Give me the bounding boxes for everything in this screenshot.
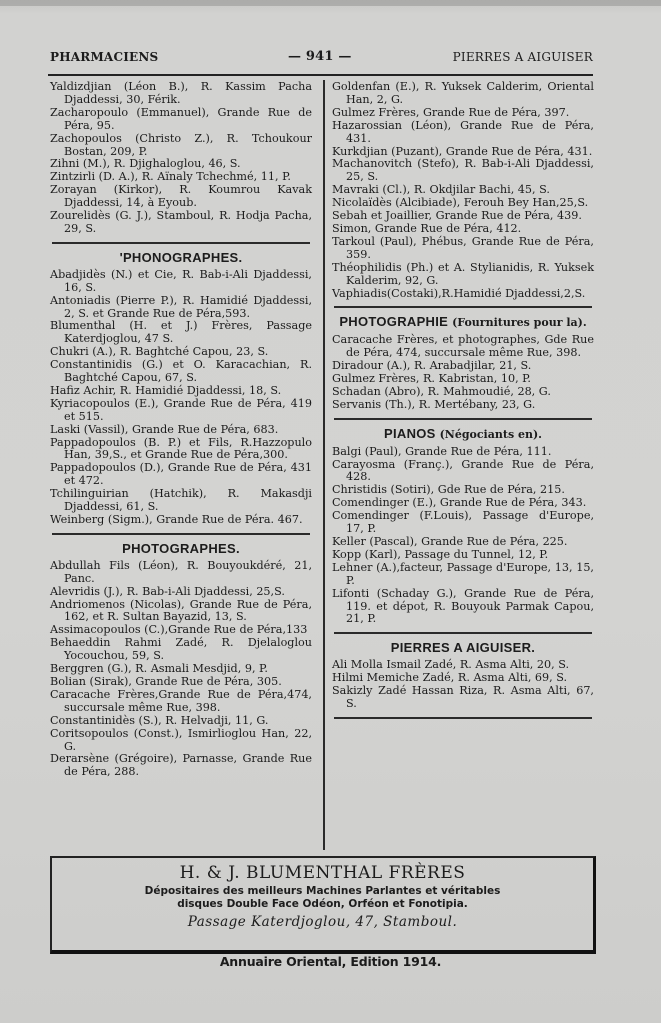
list-item: Antoniadis (Pierre P.), R. Hamidié Djaddessi, 2, S. et Grande Rue de Péra,593. (50, 293, 312, 320)
list-item: Nicolaïdès (Alcibiade), Ferouh Bey Han,25,S. (332, 196, 589, 210)
right-column (332, 81, 594, 725)
section-title-sub: (Fournitures pour la). (452, 316, 587, 330)
column-divider (323, 80, 325, 850)
advertisement-description-line: Dépositaires des meilleurs Machines Parlantes et véritables (144, 885, 501, 897)
section-rule (334, 717, 592, 719)
list-item: Constantinidès (S.), R. Helvadji, 11, G. (50, 713, 269, 727)
list-item: Hazarossian (Léon), Grande Rue de Péra, 431. (332, 118, 594, 145)
list-item: Caracache Frères,Grande Rue de Péra,474, succursale même Rue, 398. (50, 687, 312, 714)
list-item: Berggren (G.), R. Asmali Mesdjid, 9, P. (50, 662, 268, 676)
list-item: Lifonti (Schaday G.), Grande Rue de Péra, 119. et dépot, R. Bouyouk Parmak Capou, 21, P. (332, 586, 594, 626)
list-item: Bolian (Sirak), Grande Rue de Péra, 305. (50, 674, 282, 688)
list-item: Tarkoul (Paul), Phébus, Grande Rue de Péra, 359. (332, 234, 594, 261)
list-item: Gulmez Frères, Grande Rue de Péra, 397. (332, 105, 570, 119)
list-item: Kyriacopoulos (E.), Grande Rue de Péra, 419 et 515. (50, 396, 312, 423)
list-item: Kopp (Karl), Passage du Tunnel, 12, P. (332, 547, 549, 561)
list-item: Pappadopoulos (B. P.) et Fils, R.Hazzopulo Han, 39,S., et Grande Rue de Péra,300. (50, 435, 312, 462)
list-item: Schadan (Abro), R. Mahmoudié, 28, G. (332, 384, 551, 398)
pharmaciens-continued (50, 81, 312, 236)
advertisement-description (52, 885, 593, 911)
list-item: Pappadopoulos (D.), Grande Rue de Péra, 431 et 472. (50, 461, 312, 488)
list-item: Laski (Vassil), Grande Rue de Péra, 683. (50, 422, 279, 436)
list-item: Tchilinguirian (Hatchik), R. Makasdji Djaddessi, 61, S. (50, 487, 312, 514)
section-pierres-a-aiguiser (332, 642, 594, 711)
list-item: Constantinidis (G.) et O. Karacachian, R. Baghtché Capou, 67, S. (50, 358, 312, 385)
list-item: Hafiz Achir, R. Hamidié Djaddessi, 18, S. (50, 383, 282, 397)
header-right-section: PIERRES A AIGUISER (452, 50, 593, 64)
list-item: Alevridis (J.), R. Bab-i-Ali Djaddessi, 25,S. (50, 584, 285, 598)
list-item: Assimacopoulos (C.),Grande Rue de Péra,133 (50, 623, 308, 637)
list-item: Zacharopoulo (Emmanuel), Grande Rue de Péra, 95. (50, 105, 312, 132)
list-item: Comendinger (F.Louis), Passage d'Europe, 17, P. (332, 509, 594, 536)
section-rule (52, 242, 310, 244)
scan-edge-shadow (0, 0, 661, 6)
list-item: Behaeddin Rahmi Zadé, R. Djelaloglou Yocouchou, 59, S. (50, 636, 312, 663)
list-item: Christidis (Sotiri), Gde Rue de Péra, 215. (332, 483, 565, 497)
list-item: Balgi (Paul), Grande Rue de Péra, 111. (332, 444, 552, 458)
list-item: Machanovitch (Stefo), R. Bab-i-Ali Djaddessi, 25, S. (332, 157, 594, 184)
list-item: Ali Molla Ismail Zadé, R. Asma Alti, 20, S. (332, 658, 570, 672)
section-title (332, 316, 594, 330)
section-photographie-fournitures (332, 316, 594, 411)
page-number: — 941 — (288, 49, 352, 64)
advertiser-address: Passage Katerdjoglou, 47, Stamboul. (187, 914, 458, 930)
section-rule (52, 533, 310, 535)
advertisement-description-line: disques Double Face Odéon, Orféon et Fonotipia. (177, 898, 468, 910)
list-item: Goldenfan (E.), R. Yuksek Calderim, Oriental Han, 2, G. (332, 80, 594, 106)
list-item: Zihni (M.), R. Djighaloglou, 46, S. (50, 157, 241, 171)
list-item: Derarsène (Grégoire), Parnasse, Grande Rue de Péra, 288. (50, 752, 312, 779)
list-item: Kurkdjian (Puzant), Grande Rue de Péra, 431. (332, 144, 593, 158)
list-item: Zachopoulos (Christo Z.), R. Tchoukour Bostan, 209, P. (50, 131, 312, 158)
advertiser-name: H. & J. BLUMENTHAL FRÈRES (179, 863, 466, 883)
list-item: Lehner (A.),facteur, Passage d'Europe, 13, 15, P. (332, 560, 594, 587)
section-rule (334, 306, 592, 308)
list-item: Théophilidis (Ph.) et A. Stylianidis, R. Yuksek Kalderim, 92, G. (332, 260, 594, 287)
list-item: Yaldizdjian (Léon B.), R. Kassim Pacha Djaddessi, 30, Férik. (50, 80, 312, 106)
section-title-sub: (Négociants en). (439, 427, 542, 441)
section-title-main: PIANOS (384, 425, 436, 441)
page-footer: Annuaire Oriental, Edition 1914. (219, 954, 442, 969)
list-item: Caracache Frères, et photographes, Gde Rue de Péra, 474, succursale même Rue, 398. (332, 333, 594, 360)
list-item: Hilmi Memiche Zadé, R. Asma Alti, 69, S. (332, 671, 568, 685)
list-item: Gulmez Frères, R. Kabristan, 10, P. (332, 372, 531, 386)
list-item: Diradour (A.), R. Arabadjilar, 21, S. (332, 359, 532, 373)
list-item: Coritsopoulos (Const.), Ismirlioglou Han, 22, G. (50, 726, 312, 753)
section-rule (334, 632, 592, 634)
section-phonographes (50, 249, 312, 527)
section-rule (334, 418, 592, 420)
list-item: Zorayan (Kirkor), R. Koumrou Kavak Djaddessi, 14, à Eyoub. (50, 183, 312, 210)
list-item: Sakizly Zadé Hassan Riza, R. Asma Alti, 67, S. (332, 684, 594, 710)
list-item: Sebah et Joaillier, Grande Rue de Péra, 439. (332, 209, 582, 223)
section-title: 'PHONOGRAPHES. (119, 249, 243, 265)
section-pianos (332, 425, 594, 627)
header-left-section: PHARMACIENS (50, 50, 159, 64)
advertisement-box (50, 856, 596, 954)
section-title-main: PHOTOGRAPHIE (339, 314, 449, 330)
list-item: Carayosma (Franç.), Grande Rue de Péra, 428. (332, 457, 594, 484)
list-item: Blumenthal (H. et J.) Frères, Passage Katerdjoglou, 47 S. (50, 319, 312, 346)
list-item: Servanis (Th.), R. Mertébany, 23, G. (332, 397, 536, 411)
list-item: Mavraki (Cl.), R. Okdjilar Bachi, 45, S. (332, 183, 550, 197)
photographes-continued (332, 81, 594, 300)
list-item: Abdullah Fils (Léon), R. Bouyoukdéré, 21, Panc. (50, 558, 312, 585)
list-item: Zintzirli (D. A.), R. Aïnaly Tchechmé, 11, P. (50, 170, 291, 184)
section-photographes (50, 540, 312, 779)
list-item: Simon, Grande Rue de Péra, 412. (332, 221, 522, 235)
list-item: Weinberg (Sigm.), Grande Rue de Péra. 467. (50, 513, 303, 526)
section-title (332, 425, 594, 442)
list-item: Comendinger (E.), Grande Rue de Péra, 343. (332, 496, 587, 510)
list-item: Zourelidès (G. J.), Stamboul, R. Hodja Pacha, 29, S. (50, 209, 312, 235)
list-item: Vaphiadis(Costaki),R.Hamidié Djaddessi,2,S. (332, 286, 586, 300)
list-item: Chukri (A.), R. Baghtché Capou, 23, S. (50, 345, 269, 359)
section-title: PIERRES A AIGUISER. (390, 640, 536, 656)
left-column (50, 81, 312, 779)
section-title: PHOTOGRAPHES. (122, 540, 240, 556)
list-item: Keller (Pascal), Grande Rue de Péra, 225. (332, 535, 568, 548)
header-rule (48, 74, 593, 76)
list-item: Abadjidès (N.) et Cie, R. Bab-i-Ali Djaddessi, 16, S. (50, 267, 312, 294)
list-item: Andriomenos (Nicolas), Grande Rue de Péra, 162, et R. Sultan Bayazid, 13, S. (50, 597, 312, 624)
running-header (50, 50, 593, 66)
